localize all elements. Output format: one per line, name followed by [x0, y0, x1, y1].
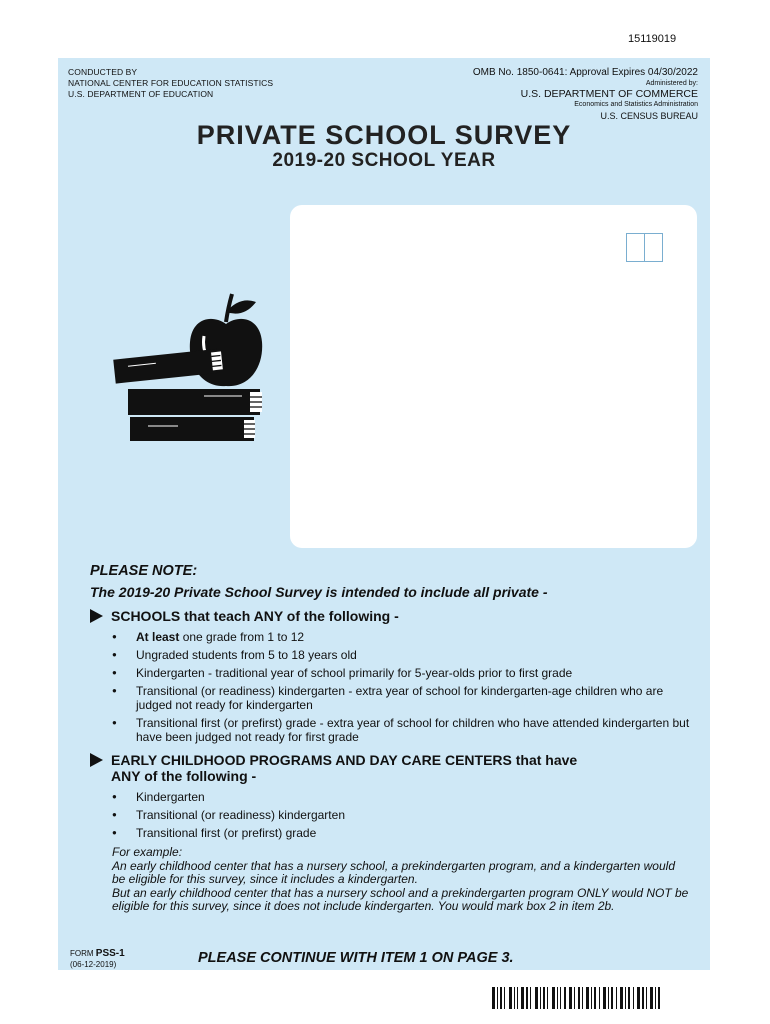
example-not-eligible: But an early childhood center that has a nursery school and a prekindergarten program ONLY would NOT be eligible for this survey, since it does not include kindergarten. You would mark box 2 in item 2b.	[112, 885, 689, 913]
continue-instruction: PLEASE CONTINUE WITH ITEM 1 ON PAGE 3.	[198, 950, 514, 966]
conducted-by-line: CONDUCTED BY	[68, 67, 138, 77]
form-date: (06-12-2019)	[70, 960, 117, 969]
nces-line: NATIONAL CENTER FOR EDUCATION STATISTICS	[68, 78, 274, 88]
early-heading-line1: EARLY CHILDHOOD PROGRAMS AND DAY CARE CENTERS that have	[111, 752, 578, 768]
conducted-by-block	[68, 67, 273, 100]
example-text	[90, 846, 690, 914]
early-childhood-heading	[90, 752, 690, 784]
check-digit-boxes[interactable]	[626, 233, 663, 262]
address-label-area	[290, 205, 697, 548]
apple-on-books-icon	[108, 288, 278, 508]
form-code-block	[70, 948, 125, 970]
census-bureau: U.S. CENSUS BUREAU	[600, 111, 698, 121]
cover-panel	[58, 58, 710, 970]
form-number: 15119019	[628, 33, 677, 45]
schools-heading-text: SCHOOLS that teach ANY of the following -	[111, 608, 399, 624]
list-item: ● Transitional first (or prefirst) grade - extra year of school for children who have attended kindergarten but have been judged not ready for first grade	[112, 716, 690, 744]
dept-education-line: U.S. DEPARTMENT OF EDUCATION	[68, 89, 214, 99]
triangle-bullet-icon	[90, 753, 103, 767]
early-childhood-heading-text	[111, 752, 577, 784]
list-item	[112, 630, 690, 644]
example-label: For example:	[112, 845, 183, 859]
barcode	[490, 987, 670, 1014]
please-note-section	[90, 563, 690, 914]
barcode-icon	[490, 987, 670, 1009]
note-intro: The 2019-20 Private School Survey is intended to include all private -	[90, 584, 548, 600]
list-item: ● Kindergarten - traditional year of school primarily for 5-year-olds prior to first grade	[112, 666, 690, 680]
triangle-bullet-icon	[90, 609, 103, 623]
omb-number: OMB No. 1850-0641: Approval Expires 04/30/2022	[472, 67, 698, 78]
esa-line: Economics and Statistics Administration	[574, 101, 698, 108]
schools-heading	[90, 608, 690, 624]
list-item: ● Transitional (or readiness) kindergarten - extra year of school for kindergarten-age children who are judged not ready for kindergarten	[112, 684, 690, 712]
form-prefix: FORM	[70, 949, 94, 958]
administration-block	[473, 67, 698, 122]
please-note-heading: PLEASE NOTE:	[90, 563, 198, 579]
first-item-text: one grade from 1 to 12	[179, 630, 305, 644]
list-item: ● Transitional first (or prefirst) grade	[112, 826, 690, 840]
at-least-bold: At least	[136, 630, 180, 644]
example-eligible: An early childhood center that has a nursery school, a prekindergarten program, and a kindergarten would be eligible for this survey, since it includes a kindergarten.	[112, 858, 675, 886]
dept-commerce: U.S. DEPARTMENT OF COMMERCE	[520, 88, 698, 100]
survey-subtitle: 2019-20 SCHOOL YEAR	[272, 150, 496, 171]
administered-by: Administered by:	[645, 80, 698, 87]
list-item: ● Ungraded students from 5 to 18 years old	[112, 648, 690, 662]
list-item: ● Kindergarten	[112, 790, 690, 804]
survey-title: PRIVATE SCHOOL SURVEY	[196, 120, 572, 150]
apple-books-illustration	[108, 288, 278, 513]
early-heading-line2: ANY of the following -	[111, 768, 257, 784]
schools-list	[90, 630, 690, 744]
early-childhood-list	[90, 790, 690, 840]
form-code: PSS-1	[95, 948, 125, 959]
list-item: ● Transitional (or readiness) kindergarten	[112, 808, 690, 822]
